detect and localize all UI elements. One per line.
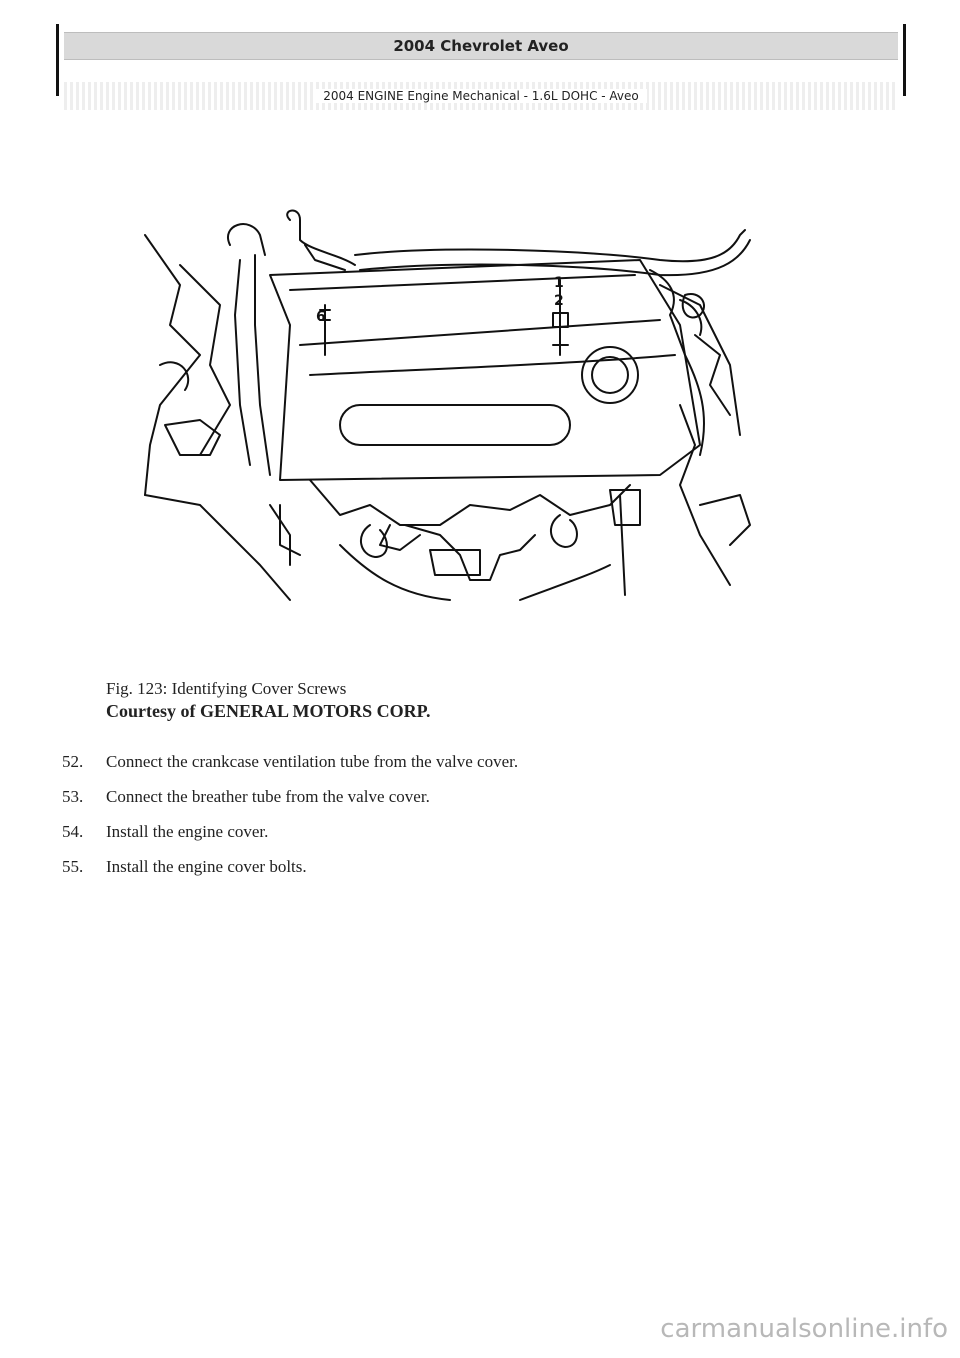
step-number: 52. [62,752,84,771]
figure-label-2: 2 [554,293,564,309]
step-text: Install the engine cover bolts. [106,857,307,876]
step-item [62,857,862,877]
header-subtitle: 2004 ENGINE Engine Mechanical - 1.6L DOHC - Aveo [315,89,647,103]
watermark: carmanualsonline.info [660,1314,948,1344]
step-number: 53. [62,787,84,806]
figure-label-1: 1 [554,275,564,291]
page-header [56,24,906,103]
step-text: Connect the crankcase ventilation tube from the valve cover. [106,752,519,771]
figure-courtesy: Courtesy of GENERAL MOTORS CORP. [106,701,431,721]
step-text: Connect the breather tube from the valve cover. [106,787,430,806]
header-title: 2004 Chevrolet Aveo [64,32,898,60]
engine-cover-illustration [140,205,760,605]
step-number: 55. [62,857,84,876]
figure-label-6: 6 [316,309,326,325]
figure-caption-block [106,678,431,722]
step-text: Install the engine cover. [106,822,269,841]
step-item [62,822,862,842]
figure-caption: Fig. 123: Identifying Cover Screws [106,679,347,698]
header-left-rule [56,24,59,96]
step-item [62,787,862,807]
header-right-rule [903,24,906,96]
header-subtitle-band [64,82,898,110]
procedure-steps [62,752,862,892]
step-item [62,752,862,772]
step-number: 54. [62,822,84,841]
